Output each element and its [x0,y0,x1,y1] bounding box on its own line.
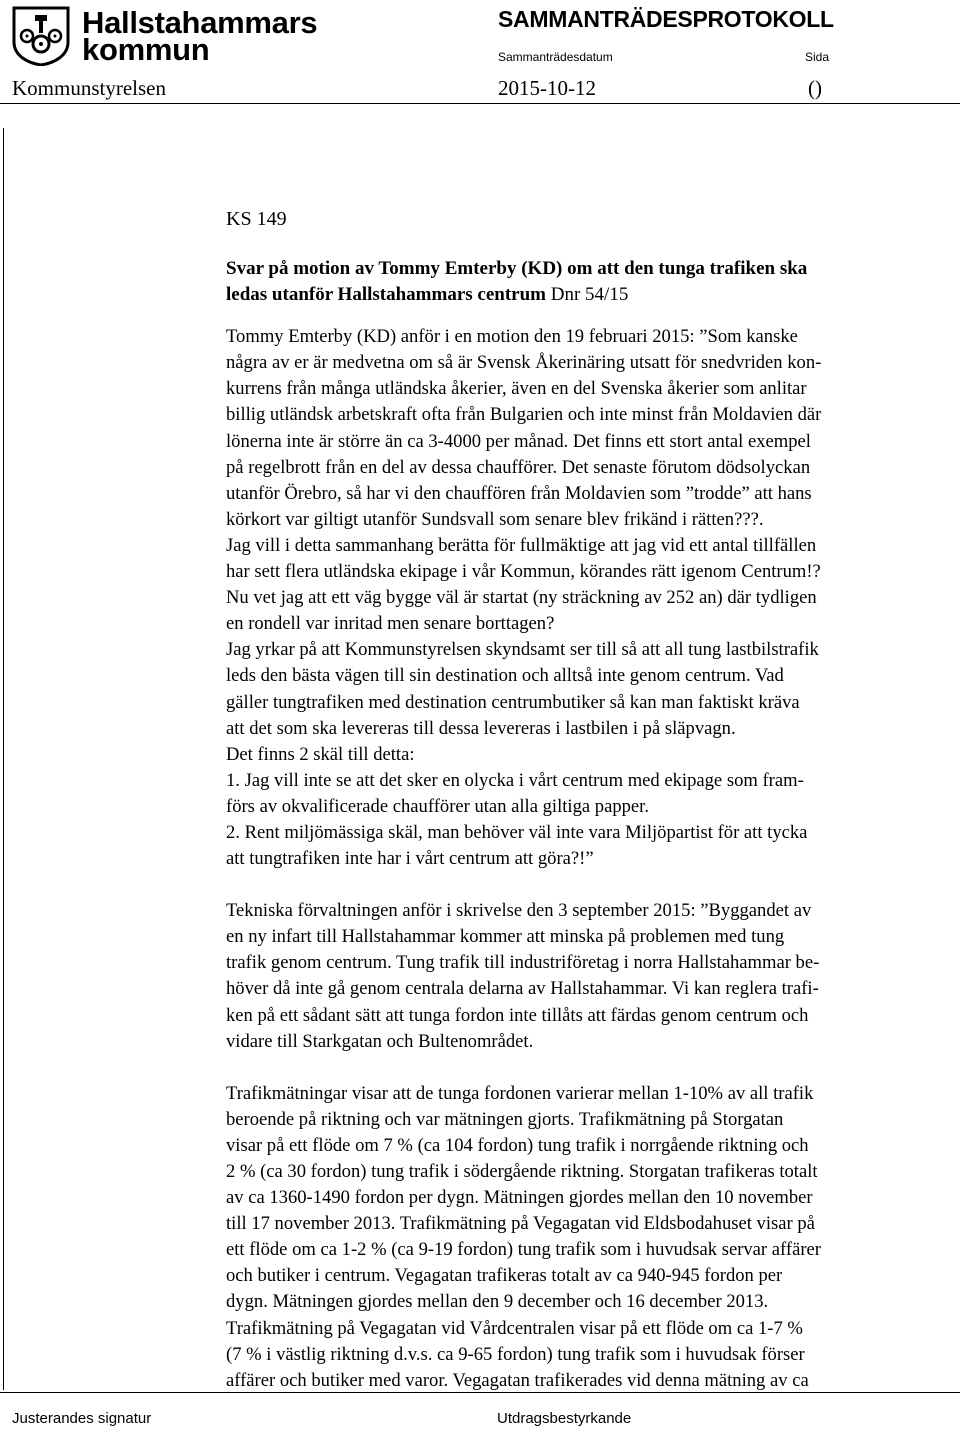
page-number: () [808,76,822,100]
case-number: Dnr 54/15 [550,284,629,306]
protocol-body [226,206,946,1394]
logo-text-line2: kommun [82,32,210,67]
extract-certification-label: Utdragsbestyrkande [497,1410,632,1427]
document-type: SAMMANTRÄDESPROTOKOLL [498,6,834,32]
technical-office-paragraph: Tekniska förvaltningen anför i skrivelse den 3 september 2015: ”Byggandet av en ny infart till Hallstahammar kommer att minska på problemen med tung trafik genom centrum. Tung trafik till industriföretag i norra Hallstahammar be- höver då inte gå genom centrala delarna av Hallstahammar. Vi kan reglera trafi- ken på ett sådant sätt att tunga fordon inte tillåts att färdas genom centrum och vidare till Starkgatan och Bultenområdet. [226,900,820,1052]
meeting-date-label: Sammanträdesdatum [498,50,613,64]
footer-divider [0,1392,960,1393]
item-title [226,256,946,308]
traffic-measurements-paragraph: Trafikmätningar visar att de tunga fordonen varierar mellan 1-10% av all trafik beroende på riktning och var mätningen gjorts. Trafikmätning på Storgatan visar på ett flöde om 7 % (ca 104 fordon) tung trafik i norrgående riktning och 2 % (ca 30 fordon) tung trafik i södergående riktning. Storgatan trafikeras totalt av ca 1360-1490 fordon per dygn. Mätningen gjordes mellan den 10 november till 17 november 2013. Trafikmätning på Vegagatan vid Eldsbodahuset visar på ett flöde om ca 1-2 % (ca 9-19 fordon) tung trafik som i huvudsak servar affärer och butiker i centrum. Vegagatan trafikeras totalt av ca 940-945 fordon per dygn. Mätningen gjordes mellan den 9 december och 16 december 2013. Trafikmätning på Vegagatan vid Vårdcentralen visar på ett flöde om ca 1-7 % (7 % i västlig riktning d.v.s. ca 9-65 fordon) tung trafik som i huvudsak förser affärer och butiker med varor. Vegagatan trafikerades vid denna mätning av ca [226,1082,821,1391]
paragraph-number: KS 149 [226,208,287,230]
item-title-text: Svar på motion av Tommy Emterby (KD) om att den tunga trafiken ska ledas utanför Hallstahammars centrum [226,258,808,306]
left-margin-line [3,128,4,1390]
logo-text-line1: Hallstahammars [82,5,318,40]
motion-paragraph: Tommy Emterby (KD) anför i en motion den 19 februari 2015: ”Som kanske några av er är medvetna om så är Svensk Åkerinäring utsatt för snedvriden kon- kurrens från många utländska åkerier, även en del Svenska åkerier som anlitar billig utländsk arbetskraft ofta från Bulgarien och inte minst från Moldavien där lönerna inte är större än ca 3-4000 per månad. Det finns ett stort antal exempel på regelbrott från en del av dessa chaufförer. Det senaste förutom dödsolyckan utanför Örebro, så har vi den chauffören från Moldavien som ”trodde” att hans körkort var giltigt utanför Sundsvall som senare blev frikänd i rätten???. Jag vill i detta sammanhang berätta för fullmäktige att jag vid ett antal tillfällen har sett flera utländska ekipage i vår Kommun, körandes rätt igenom Centrum!? Nu vet jag att ett väg bygge väl är startat (ny sträckning av 252 an) där tydligen en rondell var inritad men senare borttagen? Jag yrkar på att Kommunstyrelsen skyndsamt ser till så att all tung lastbilstrafik leds den bästa vägen till sin destination och alltså inte genom centrum. Vad gäller tungtrafiken med destination centrumbutiker så kan man faktiskt kräva att det som ska levereras till dessa levereras i lastbilen i på släpvagn. Det finns 2 skäl till detta: 1. Jag vill inte se att det sker en olycka i vårt centrum med ekipage som fram- förs av okvalificerade chaufförer utan alla giltiga papper. 2. Rent miljömässiga skäl, man behöver väl inte vara Miljöpartist för att tycka att tungtrafiken inte har i vårt centrum att göra?!” [226,326,822,870]
municipality-logo [10,4,318,67]
committee-name: Kommunstyrelsen [12,76,166,100]
header-divider [0,103,960,104]
coat-of-arms-icon [10,6,72,66]
meeting-date: 2015-10-12 [498,76,596,100]
page-label: Sida [805,50,830,64]
signature-label: Justerandes signatur [12,1410,152,1427]
